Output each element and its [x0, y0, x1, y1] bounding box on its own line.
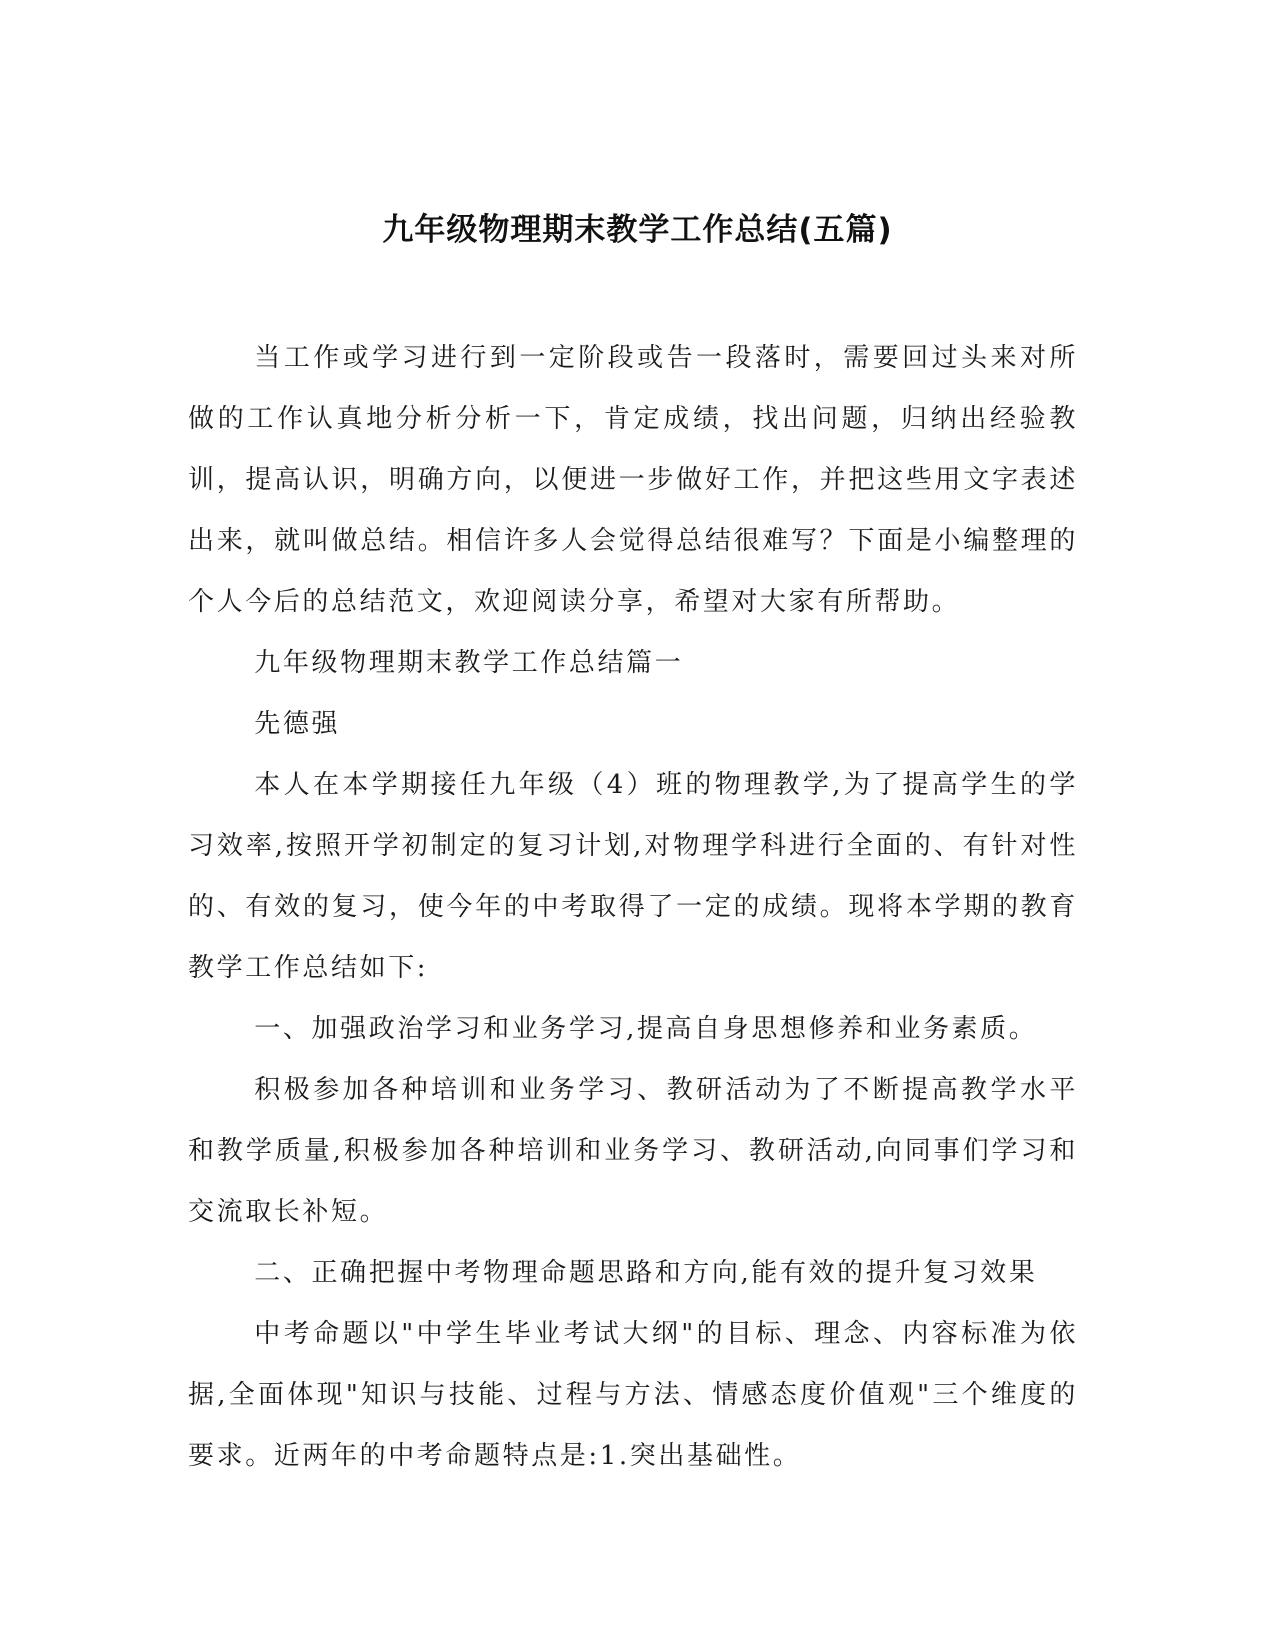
section-heading: 九年级物理期末教学工作总结篇一 — [254, 648, 684, 678]
subheading-one: 一、加强政治学习和业务学习,提高自身思想修养和业务素质。 — [254, 1014, 1038, 1044]
author-name: 先德强 — [254, 709, 341, 739]
intro-paragraph: 当工作或学习进行到一定阶段或告一段落时，需要回过头来对所做的工作认真地分析分析一下，肯定成绩，找出问题，归纳出经验教训，提高认识，明确方向，以便进一步做好工作，并把这些用文字表述出来，就叫做总结。相信许多人会觉得总结很难写？下面是小编整理的个人今后的总结范文，欢迎阅读分享，希望对大家有所帮助。 — [188, 343, 1078, 617]
body-paragraph: 中考命题以"中学生毕业考试大纲"的目标、理念、内容标准为依据,全面体现"知识与技能、过程与方法、情感态度价值观"三个维度的要求。近两年的中考命题特点是:1.突出基础性。 — [188, 1319, 1078, 1471]
document-title: 九年级物理期末教学工作总结(五篇) — [382, 212, 893, 248]
body-paragraph: 本人在本学期接任九年级（4）班的物理教学,为了提高学生的学习效率,按照开学初制定的复习计划,对物理学科进行全面的、有针对性的、有效的复习，使今年的中考取得了一定的成绩。现将本学期的教育教学工作总结如下: — [188, 770, 1078, 983]
document-body — [188, 328, 1078, 1487]
body-paragraph: 积极参加各种培训和业务学习、教研活动为了不断提高教学水平和教学质量,积极参加各种培训和业务学习、教研活动,向同事们学习和交流取长补短。 — [188, 1075, 1078, 1227]
subheading-two: 二、正确把握中考物理命题思路和方向,能有效的提升复习效果 — [254, 1258, 1038, 1288]
